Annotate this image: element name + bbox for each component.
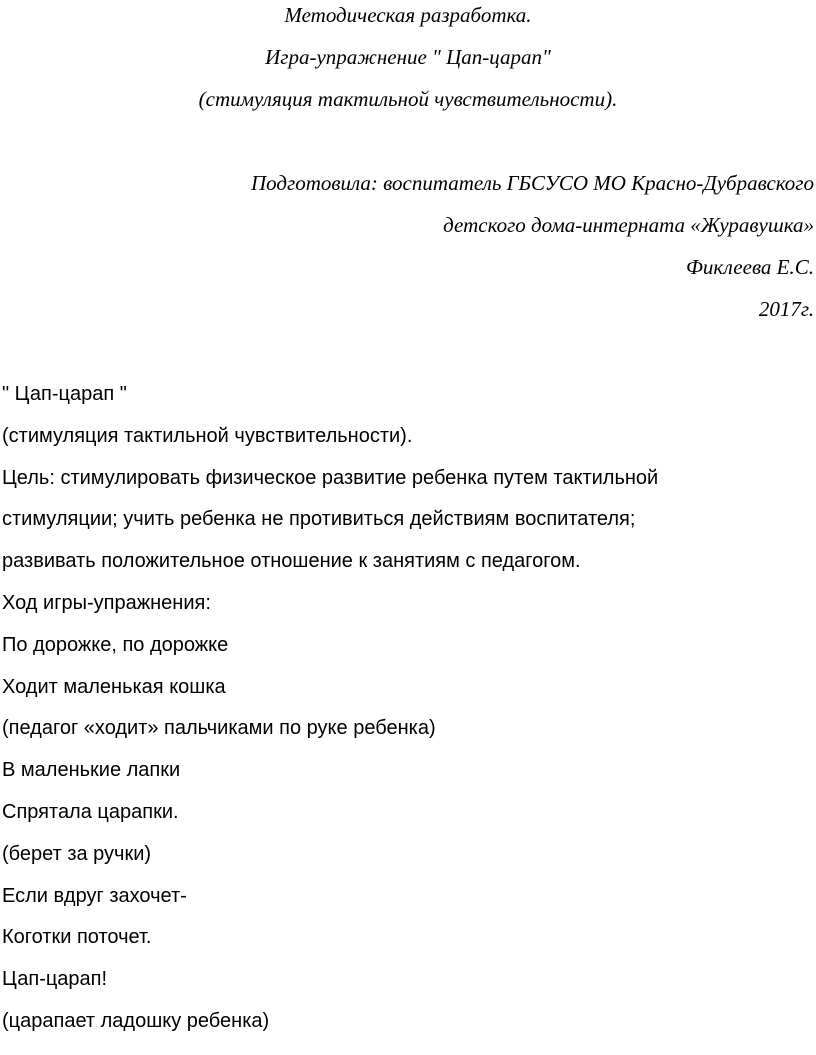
author-year: 2017г. [758, 297, 814, 321]
author-line: детского дома-интерната «Журавушка» [443, 213, 814, 237]
body-line: (царапает ладошку ребенка) [2, 1009, 270, 1032]
body-line: Ходит маленькая кошка [2, 675, 226, 698]
body-subheading: (стимуляция тактильной чувствительности). [2, 424, 413, 447]
body-line: Цап-царап! [2, 968, 108, 991]
body-line: (берет за ручки) [2, 842, 152, 865]
body-line: Спрятала царапки. [2, 800, 179, 823]
body-line: Цель: стимулировать физическое развитие ребенка путем тактильной [2, 466, 659, 489]
document-title: Методическая разработка. [284, 3, 532, 27]
game-subtitle: (стимуляция тактильной чувствительности). [198, 87, 618, 111]
body-heading: " Цап-царап " [2, 383, 127, 405]
author-line: Подготовила: воспитатель ГБСУСО МО Красно-Дубравского [251, 171, 814, 195]
document-body [2, 374, 812, 1043]
body-line: (педагог «ходит» пальчиками по руке ребенка) [2, 717, 436, 740]
game-title: Игра-упражнение " Цап-царап" [265, 45, 551, 69]
body-line: Ход игры-упражнения: [2, 591, 211, 614]
body-line: Если вдруг захочет- [2, 884, 187, 907]
body-line: развивать положительное отношение к занятиям с педагогом. [2, 550, 581, 573]
author-name: Фиклеева Е.С. [685, 255, 814, 279]
body-line: В маленькие лапки [2, 759, 181, 782]
body-line: стимуляции; учить ребенка не противиться действиям воспитателя; [2, 508, 636, 531]
body-line: Коготки поточет. [2, 926, 152, 949]
body-line: По дорожке, по дорожке [2, 633, 229, 656]
